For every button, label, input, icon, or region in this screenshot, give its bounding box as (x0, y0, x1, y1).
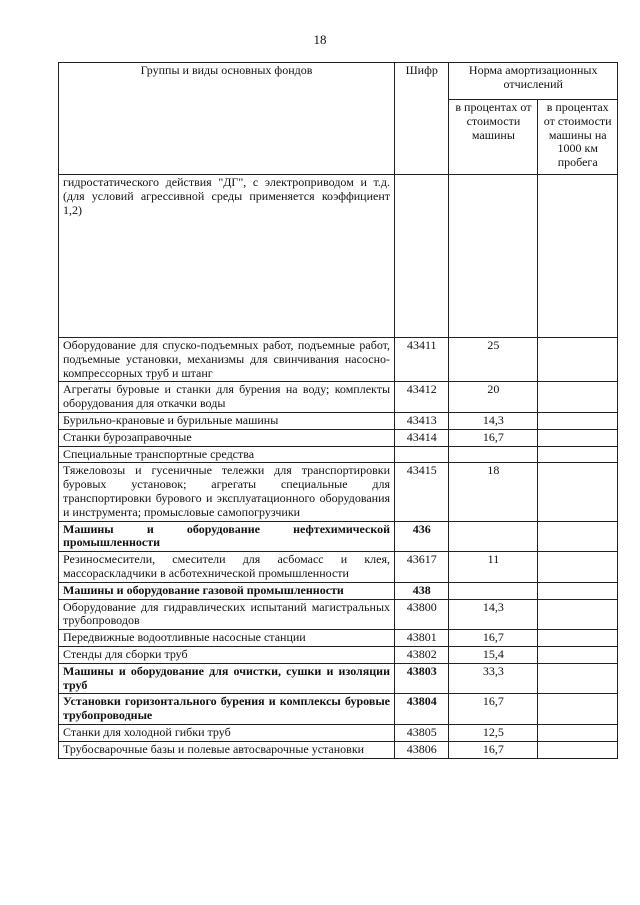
table-row (59, 646, 618, 663)
row-pct: 25 (449, 338, 538, 382)
row-name: Станки для холодной гибки труб (59, 724, 395, 741)
row-code: 43414 (395, 429, 449, 446)
row-name: Машины и оборудование газовой промышленности (59, 582, 395, 599)
table-row (59, 175, 618, 338)
table-row (59, 724, 618, 741)
table-body (59, 175, 618, 759)
row-code: 43415 (395, 463, 449, 521)
table-row (59, 552, 618, 583)
table-row (59, 694, 618, 725)
row-km (538, 412, 618, 429)
row-name: Бурильно-крановые и бурильные машины (59, 412, 395, 429)
row-name: Резиносмесители, смесители для асбомасс и клея, массораскладчики в асботехнической промышленности (59, 552, 395, 583)
page-number: 18 (313, 32, 327, 47)
row-km (538, 741, 618, 758)
row-name: Тяжеловозы и гусеничные тележки для транспортировки буровых установок; агрегаты специальные для транспортировки бурового и эксплуатационного оборудования и инструмента; промысловые самопогрузчики (59, 463, 395, 521)
row-km (538, 724, 618, 741)
depreciation-table (58, 62, 618, 759)
row-pct: 14,3 (449, 412, 538, 429)
table-row (59, 429, 618, 446)
row-pct: 33,3 (449, 663, 538, 694)
row-name: Стенды для сборки труб (59, 646, 395, 663)
row-code: 436 (395, 521, 449, 552)
row-code: 43802 (395, 646, 449, 663)
row-km (538, 694, 618, 725)
row-km (538, 338, 618, 382)
header-pct-machine: в процентах от стоимости машины (449, 100, 538, 175)
row-name: Трубосварочные базы и полевые автосварочные установки (59, 741, 395, 758)
row-pct (449, 175, 538, 338)
row-km (538, 552, 618, 583)
row-km (538, 521, 618, 552)
row-name: Станки бурозаправочные (59, 429, 395, 446)
row-km (538, 663, 618, 694)
row-code: 43617 (395, 552, 449, 583)
table-row (59, 663, 618, 694)
header-groups: Группы и виды основных фондов (59, 63, 395, 175)
row-name: Установки горизонтального бурения и комплексы буровые трубопроводные (59, 694, 395, 725)
table-row (59, 630, 618, 647)
row-name: Агрегаты буровые и станки для бурения на воду; комплекты оборудования для откачки воды (59, 382, 395, 413)
row-code (395, 175, 449, 338)
row-km (538, 429, 618, 446)
table-row (59, 382, 618, 413)
table-row (59, 412, 618, 429)
row-code: 43411 (395, 338, 449, 382)
row-km (538, 175, 618, 338)
row-code: 43412 (395, 382, 449, 413)
row-code: 43801 (395, 630, 449, 647)
row-code (395, 446, 449, 463)
row-pct: 15,4 (449, 646, 538, 663)
row-km (538, 582, 618, 599)
row-name: Машины и оборудование для очистки, сушки и изоляции труб (59, 663, 395, 694)
row-pct: 18 (449, 463, 538, 521)
table-row (59, 741, 618, 758)
row-pct: 11 (449, 552, 538, 583)
row-name: Специальные транспортные средства (59, 446, 395, 463)
row-km (538, 646, 618, 663)
row-name: Машины и оборудование нефтехимической промышленности (59, 521, 395, 552)
header-code: Шифр (395, 63, 449, 175)
table-row (59, 338, 618, 382)
row-pct (449, 446, 538, 463)
row-km (538, 382, 618, 413)
table-row (59, 582, 618, 599)
row-code: 43804 (395, 694, 449, 725)
row-km (538, 599, 618, 630)
row-name: Оборудование для спуско-подъемных работ, подъемные работ, подъемные установки, механизмы для свинчивания насосно-компрессорных труб и штанг (59, 338, 395, 382)
row-pct: 14,3 (449, 599, 538, 630)
row-pct: 20 (449, 382, 538, 413)
row-code: 438 (395, 582, 449, 599)
row-code: 43413 (395, 412, 449, 429)
row-pct: 16,7 (449, 429, 538, 446)
row-name: Оборудование для гидравлических испытаний магистральных трубопроводов (59, 599, 395, 630)
row-pct: 16,7 (449, 741, 538, 758)
table-row (59, 599, 618, 630)
table-row (59, 446, 618, 463)
row-pct: 16,7 (449, 694, 538, 725)
row-pct: 12,5 (449, 724, 538, 741)
row-name: гидростатического действия "ДГ", с электроприводом и т.д. (для условий агрессивной среды применяется коэффициент 1,2) (59, 175, 395, 338)
table-row (59, 521, 618, 552)
row-name: Передвижные водоотливные насосные станции (59, 630, 395, 647)
row-code: 43803 (395, 663, 449, 694)
row-pct (449, 582, 538, 599)
row-code: 43806 (395, 741, 449, 758)
row-km (538, 446, 618, 463)
table-row (59, 463, 618, 521)
row-km (538, 463, 618, 521)
row-code: 43805 (395, 724, 449, 741)
row-km (538, 630, 618, 647)
row-pct: 16,7 (449, 630, 538, 647)
row-pct (449, 521, 538, 552)
row-code: 43800 (395, 599, 449, 630)
header-pct-per-1000km: в процентах от стоимости машины на 1000 км пробега (538, 100, 618, 175)
header-norm: Норма амортизационных отчислений (449, 63, 618, 100)
